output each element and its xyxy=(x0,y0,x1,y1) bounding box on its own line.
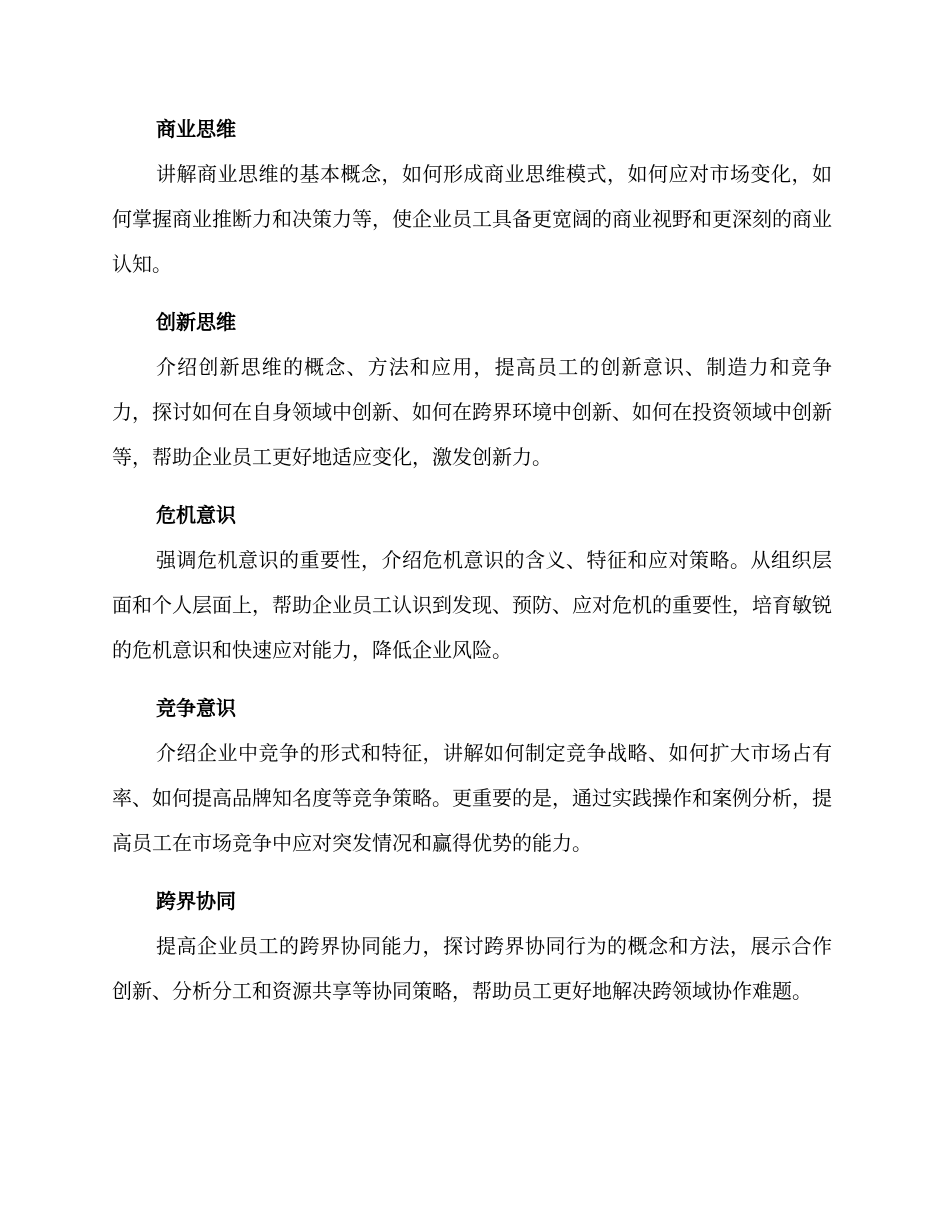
section-business-thinking xyxy=(112,106,832,299)
document-page xyxy=(112,106,832,1026)
section-heading: 商业思维 xyxy=(156,117,236,141)
section-crisis-awareness xyxy=(112,492,832,685)
section-paragraph: 提高企业员工的跨界协同能力，探讨跨界协同行为的概念和方法，展示合作创新、分析分工和资源共享等协同策略，帮助员工更好地解决跨领域协作难题。 xyxy=(112,934,832,1003)
section-heading: 危机意识 xyxy=(156,503,236,527)
section-paragraph: 介绍企业中竞争的形式和特征，讲解如何制定竞争战略、如何扩大市场占有率、如何提高品牌知名度等竞争策略。更重要的是，通过实践操作和案例分析，提高员工在市场竞争中应对突发情况和赢得优势的能力。 xyxy=(112,741,832,855)
section-heading: 竞争意识 xyxy=(156,696,236,720)
section-innovative-thinking xyxy=(112,299,832,492)
section-competition-awareness xyxy=(112,685,832,878)
section-heading: 跨界协同 xyxy=(156,889,236,913)
section-cross-border-collaboration xyxy=(112,878,832,1026)
section-paragraph: 讲解商业思维的基本概念，如何形成商业思维模式，如何应对市场变化，如何掌握商业推断力和决策力等，使企业员工具备更宽阔的商业视野和更深刻的商业认知。 xyxy=(112,162,832,276)
section-heading: 创新思维 xyxy=(156,310,236,334)
section-paragraph: 强调危机意识的重要性，介绍危机意识的含义、特征和应对策略。从组织层面和个人层面上，帮助企业员工认识到发现、预防、应对危机的重要性，培育敏锐的危机意识和快速应对能力，降低企业风险。 xyxy=(112,548,832,662)
section-paragraph: 介绍创新思维的概念、方法和应用，提高员工的创新意识、制造力和竞争力，探讨如何在自身领域中创新、如何在跨界环境中创新、如何在投资领域中创新等，帮助企业员工更好地适应变化，激发创新力。 xyxy=(112,355,832,469)
